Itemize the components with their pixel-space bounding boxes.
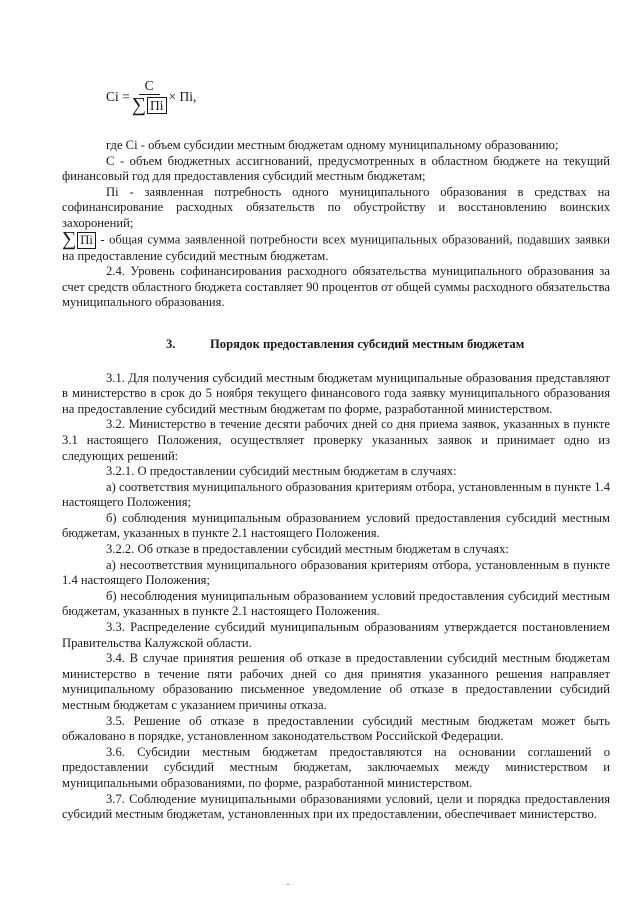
sigma-inline-term: Пi xyxy=(77,232,96,249)
paragraph-3-2-1: 3.2.1. О предоставлении субсидий местным бюджетам в случаях: xyxy=(106,464,457,479)
formula-numerator: C xyxy=(139,78,160,95)
paragraph-3-7: 3.7. Соблюдение муниципальными образованиями условий, цели и порядка предоставления субсидий местным бюджетам, установленных при их предоставлении, обеспечивает министерство. xyxy=(62,791,610,822)
paragraph-3-6: 3.6. Субсидии местным бюджетам предоставляются на основании соглашений о предоставлении субсидий местным бюджетам, заключаемых между министерством и муниципальными образованиями, по форме, разработанной министерством. xyxy=(62,744,610,790)
paragraph-2-4: 2.4. Уровень софинансирования расходного обязательства муниципального образования за счет средств областного бюджета составляет 90 процентов от общей суммы расходного обязательства муниципального образования. xyxy=(62,264,610,310)
formula-fraction xyxy=(132,78,167,115)
sigma-symbol: ∑ xyxy=(131,94,147,116)
definition-sum xyxy=(62,228,610,265)
formula-denominator xyxy=(132,95,167,115)
paragraph-3-2-1-a: а) соответствия муниципального образования критериям отбора, установленным в пункте 1.4 настоящего Положения; xyxy=(62,479,610,510)
section-title: Порядок предоставления субсидий местным бюджетам xyxy=(210,336,525,351)
sigma-inline xyxy=(62,228,96,251)
paragraph-3-4: 3.4. В случае принятия решения об отказе в предоставлении субсидий местным бюджетам министерство в течение пяти рабочих дней со дня принятия указанного решения направляет муниципальному образованию письменное уведомление об отказе в предоставлении субсидий местным бюджетам с указанием причины отказа. xyxy=(62,651,610,712)
paragraph-3-2-2: 3.2.2. Об отказе в предоставлении субсидий местным бюджетам в случаях: xyxy=(106,542,509,557)
document-body xyxy=(62,138,610,823)
definition-pi: Пi - заявленная потребность одного муниципального образования в средствах на софинансирование расходных обязательств по обустройству и восстановлению воинских захоронений; xyxy=(62,184,610,230)
subsidy-formula xyxy=(106,78,196,115)
paragraph-3-5: 3.5. Решение об отказе в предоставлении субсидий местным бюджетам может быть обжаловано в порядке, установленном законодательством Российской Федерации. xyxy=(62,713,610,744)
formula-rhs: × Пi, xyxy=(168,88,197,104)
formula-lhs: Ci = xyxy=(106,88,130,104)
formula-denominator-term: Пi xyxy=(147,97,167,114)
paragraph-3-2-1-b: б) соблюдения муниципальным образованием условий предоставления субсидий местным бюджетам, указанных в пункте 2.1 настоящего Положения. xyxy=(62,510,610,541)
sigma-inline-symbol: ∑ xyxy=(62,228,77,251)
paragraph-3-3: 3.3. Распределение субсидий муниципальным образованиям утверждается постановлением Правительства Калужской области. xyxy=(62,620,610,650)
paragraph-3-2: 3.2. Министерство в течение десяти рабочих дней со дня приема заявок, указанных в пункте 3.1 настоящего Положения, осуществляет проверку указанных заявок и принимает одно из следующих решений: xyxy=(62,417,610,463)
page-mark xyxy=(287,884,289,885)
definition-c: С - объем бюджетных ассигнований, предусмотренных в областном бюджете на текущий финансовый год для предоставления субсидий местным бюджетам; xyxy=(62,153,610,184)
section-heading xyxy=(62,337,610,353)
definition-ci: где Ci - объем субсидии местным бюджетам одному муниципальному образованию; xyxy=(106,138,559,152)
paragraph-3-2-2-a: а) несоответствия муниципального образования критериям отбора, установленным в пункте 1.4 настоящего Положения; xyxy=(62,557,610,588)
section-number: 3. xyxy=(166,336,176,351)
definition-sum-text: - общая сумма заявленной потребности всех муниципальных образований, подавших заявки на предоставление субсидий местным бюджетам. xyxy=(62,231,610,263)
paragraph-3-1: 3.1. Для получения субсидий местным бюджетам муниципальные образования представляют в министерство в срок до 5 ноября текущего финансового года заявку муниципального образования на предоставление субсидий местным бюджетам по форме, разработанной министерством. xyxy=(62,370,610,416)
paragraph-3-2-2-b: б) несоблюдения муниципальным образованием условий предоставления субсидий местным бюджетам, указанных в пункте 2.1 настоящего Положения. xyxy=(62,588,610,619)
